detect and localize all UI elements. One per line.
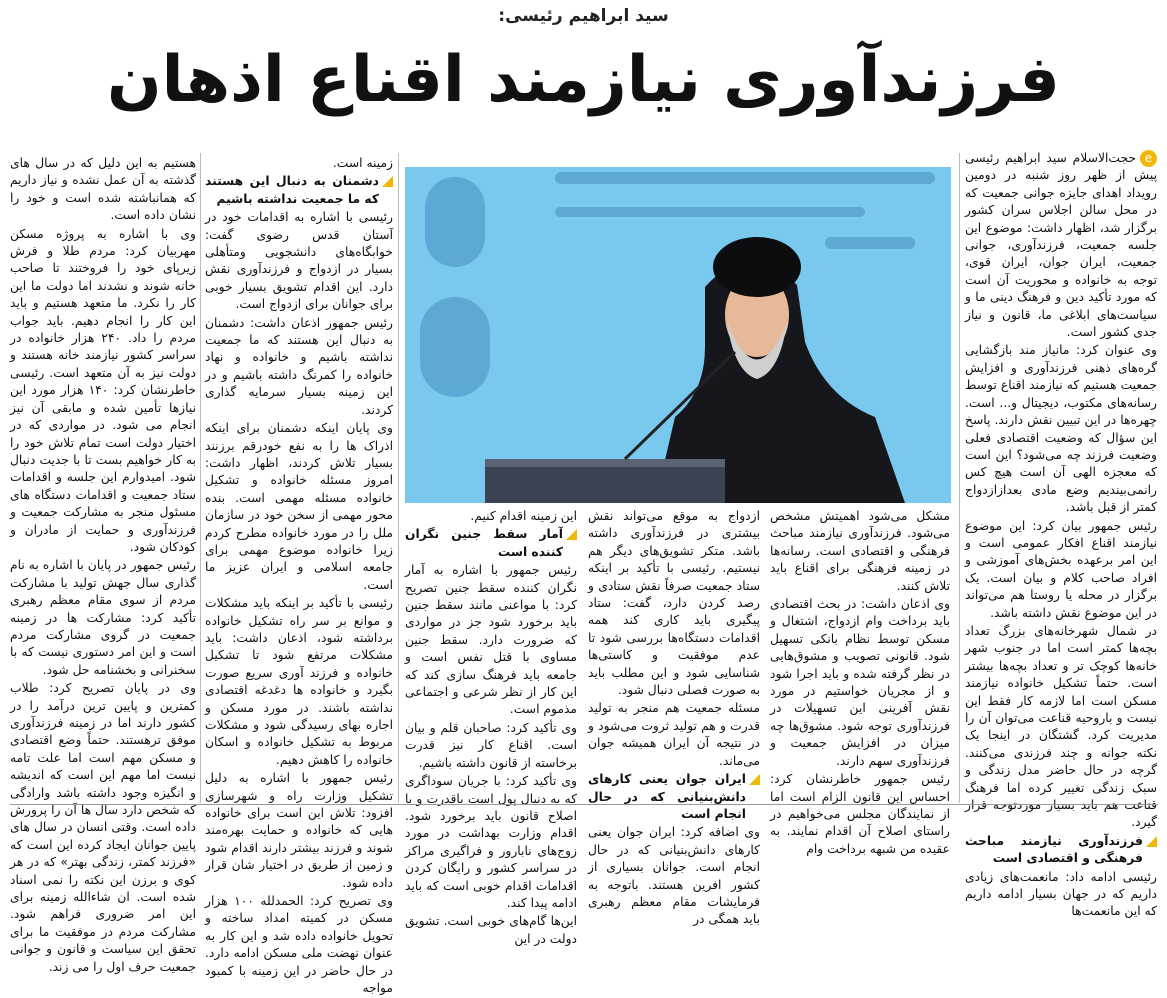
paragraph: رئیسی با تأکید بر اینکه باید مشکلات و موانع بر سر راه تشکیل خانواده برداشته شود، اذعان داشت: باید مشکلات مرتفع شود تا تشکیل خانواده و فرزند آوری سریع صورت بگیرد و خانواده ها دغدغه اقتصادی نداشته باشند. در مورد مسکن و اجاره بهای رسیدگی شود و مشکلات مربوط به تشکیل خانواده و اسکان خانواده را کاهش دهیم. [205, 596, 393, 767]
paragraph: وی اضافه کرد: ایران جوان یعنی کارهای دانش‌بنیانی که در حال انجام است. جوانان بسیاری از کشور افرین هستند. باتوجه به فرمایشات مقام معظم رهبری باید همگی در [588, 825, 760, 927]
paragraph: هستیم به این دلیل که در سال های گذشته به آن عمل نشده و نیاز داریم که همانباشته شده است و خود را نشان داده است. [10, 156, 196, 223]
column-divider [959, 153, 960, 803]
paragraph: وی پایان اینکه دشمنان برای اینکه اذراک ها را به نفع خودرقم برزنند بسیار تلاش کردند، اظهار داشت: امروز مسئله خانواده و تشکیل خانواده مسئله مهمی است. بنده محور مهمی از سخن خود در سازمان ملل را در مورد خانواده مطرح کردم زیرا خانواده موضوع مهمی برای جامعه اسلامی و ایران عزیز ما است. [205, 421, 393, 592]
paragraph: مسئله جمعیت هم منجر به تولید قدرت و هم تولید ثروت می‌شود و در نتیجه آن ایران همیشه جوان می‌ماند. [588, 701, 760, 768]
paragraph: مشکل می‌شود اهمیتش مشخص می‌شود. فرزندآوری نیازمند مباحث فرهنگی و اقتصادی است. رسانه‌ها در زمینه فرهنگی برای اقناع باید تلاش کنند. [770, 509, 950, 593]
paragraph: وی در پایان تصریح کرد: طلاب کمترین و پایین ترین درآمد را در کشور دارند اما در زمینه فرزندآوری موفق ترهستند. حتماً وضع اقتصادی و مسکن مهم است اما علت تامه نیست اما مهم این است که اندیشه و انگیزه وجود داشته باشد وارادگی که شخص دارد سال ها آن را پرورش داده است. وقتی انسان در سال های پایین جوانان ایجاد کرده این است که «فرزند کمتر، زندگی بهتر» که در هر کوی و برزن این نکته را نمی اسناد شده است. ان شاءالله زمینه برای این امر ضروری فراهم شود. مشارکت مردم در موفقیت ما برای تحقق این سیاست و قانون و جوانی جمعیت حرف اول را می زند. [10, 681, 196, 974]
paragraph: رئیس جمهور با اشاره به آمار نگران کننده سقط جنین تصریح کرد: با مواعنی مانند سقط جنین باید برخورد شود جز در مواردی که ضرورت دارد. سقط جنین مساوی با قتل نفس است و جامعه باید فرهنگ سازی کند که این کار از نظر شرعی و اجتماعی مذموم است. [405, 563, 577, 717]
article-photo [405, 167, 951, 503]
subheading: دشمنان به دنبال این هستند که ما جمعیت نداشته باشیم [205, 173, 393, 208]
subheading: ایران جوان یعنی کارهای دانش‌بنیانی که در حال انجام است [588, 771, 760, 823]
paragraph: رئیس جمهور با اشاره به دلیل تشکیل وزارت راه و شهرسازی افزود: تلاش این است برای خانواده هایی که خانواده و حمایت بهره‌مند شوند و فرزند بیشتر دارند اقدام شود و زمین از طریق در اختیار شان قرار داده شود. [205, 771, 393, 890]
paragraph: ازدواج به موقع می‌تواند نقش بیشتری در فرزندآوری داشته باشد. متکر تشویق‌های دیگر هم نیستیم. رئیسی با تأکید بر اینکه ستاد جمعیت صرفاً نقش ستادی و رصد کردن دارد، گفت: ستاد پیگیری باید کاری کند همه اقدامات دستگاه‌ها بررسی شود تا عدم موفقیت و کاستی‌ها شناسایی شود و این مطلب باید به صورت فصلی دنبال شود. [588, 509, 760, 698]
kicker: سید ابراهیم رئیسی: [498, 6, 669, 26]
paragraph: وی تصریح کرد: الحمدلله ۱۰۰ هزار مسکن در کمیته امداد ساخته و تحویل خانواده داده شد و این کار به عنوان نهضت ملی مسکن ادامه دارد. در حال حاضر در این زمینه با کمبود مواجه [205, 894, 393, 996]
paragraph: این زمینه اقدام کنیم. [470, 509, 577, 523]
paragraph: رئیس جمهور بیان کرد: این موضوع نیازمند اقناع افکار عمومی است و این امر برعهده بخش‌های آموزشی و افراد صاحب کلام و بیان است. یک برگزار در محله یا روستا هم می‌تواند در این موضوع نقش داشته باشد. [965, 518, 1157, 620]
column-1 [965, 150, 1157, 919]
paragraph: وی تأکید کرد: صاحبان قلم و بیان است. اقناع کار نیز قدرت برخاسته از قانون داشته باشیم. [405, 720, 577, 770]
paragraph: در شمال شهرخانه‌های بزرگ تعداد بچه‌ها کمتر است اما در جنوب شهر خانه‌ها کوچک تر و تعداد بچه‌ها بیشتر است. حتماً تشکیل خانواده نیازمند مسکن است اما لازمه کار فقط این نیست و باروحیه قناعت می‌توان آن را مدیریت کرد. گشتگان در اینجا یک نکته جوانه و چند فرزندی می‌کنند. گرچه در حال حاضر مدل زندگی و سبک زندگی تغییر کرده اما فرهنگ قناعت هم باید بسیار موردتوجه قرار گیرد. [965, 623, 1157, 830]
paragraph: رئیس جمهور در پایان با اشاره به نام گذاری سال جهش تولید با مشارکت مردم از سوی مقام معظم رهبری تأکید کرد: مشارکت ها در زمینه جمعیت در گروی مشارکت مردم است و این امر دستوری نیست که با سخنرانی و بخشنامه حل شود. [10, 558, 196, 677]
paragraph: زمینه است. [332, 156, 393, 170]
bottom-rule [10, 804, 1158, 805]
column-4 [405, 508, 577, 946]
paragraph: رئیسی با اشاره به اقدامات خود در آستان قدس رضوی گفت: خوابگاه‌های دانشجویی ومتأهلی بسیار در ازدواج و فرزندآوری نقش دارد. این اقدام تشویق بسیار خوبی برای جوانان برای ازدواج است. [205, 210, 393, 312]
subheading: آمار سقط جنین نگران کننده است [405, 526, 577, 561]
paragraph: این‌ها گام‌های خوبی است. تشویق دولت در این [405, 914, 577, 946]
paragraph: وی اذعان داشت: در بحث اقتصادی باید برداخت وام ازدواج، اشتغال و مسکن توسط نظام بانکی تسهیل شود. قانونی تصویب و مشوق‌هایی در نظر گرفته شده و باید اجرا شود و از مجریان خواستیم در مورد نقش آفرینی این تسهیلات در فرزندآوری توجه شود. مشوق‌ها چه میزان در افزایش جمعیت و فرزندآوری سهم دارند. [770, 597, 950, 768]
subheading: فرزندآوری نیازمند مباحث فرهنگی و اقتصادی است [965, 833, 1157, 868]
paragraph: رئیسی ادامه داد: مانعمت‌های زیادی داریم که در جهان بسیار ادامه داریم که این مانعمت‌ها [965, 869, 1157, 919]
paragraph: وی عنوان کرد: مانیاز مند بازگشایی گره‌های ذهنی فرزندآوری و افزایش جمعیت هستیم که نیازمند اقناع توسط رسانه‌های مکتوب، دیجیتال و... است. چهره‌ها در این تبیین نقش دارند. پاسخ این سؤال که وضعیت اقتصادی فعلی وضعیت فرزند چه می‌شود؟ این است که معجزه الهی آن است هیچ کس رانمی‌بیندیم وضع مادی بعدازازدواج کمتر از قبل باشد. [965, 343, 1157, 515]
paragraph: رئیس جمهور خاطرنشان کرد: احساس این قانون الزام است اما از نمایندگان مجلس می‌خواهیم در راستای اصلاح آن اقدام نمایند. به عقیده من شبهه برداخت وام [770, 772, 950, 856]
paragraph: وی تأکید کرد: با جریان سوداگری که به دنبال پول است باقدرت و با اصلاح قانون باید برخورد شود. اقدام وزارت بهداشت در مورد زوج‌های نابارور و فراگیری مراکز در سراسر کشور و رایگان کردن اقدامات اقدام خوبی است که باید ادامه پیدا کند. [405, 774, 577, 910]
column-divider [200, 153, 201, 803]
column-6 [10, 155, 196, 974]
paragraph: رئیس جمهور اذعان داشت: دشمنان به دنبال این هستند که ما جمعیت نداشته باشیم و خانواده و نهاد خانواده را کمرنگ داشته باشیم و در این زمینه بسیار سرمایه گذاری کردند. [205, 315, 393, 417]
column-5 [205, 155, 393, 996]
paragraph: وی با اشاره به پروژه مسکن مهربیان کرد: مردم طلا و فرش زیرپای خود را فروختند تا صاحب خانه شوند و نشدند اما دولت ما این کار را نکرد. ما متعهد هستیم و باید این کار را انجام دهیم. باید جواب مردم را داد. ۲۴۰ هزار خانواده در سراسر کشور نیازمند خانه هستند و دولت نیز به آن متعهد است. رئیسی خاطرنشان کرد: ۱۴۰ هزار مورد این نیازها تأمین شده و مابقی آن نیز انجام می شود. در مواردی که در اختیار دولت است تمام تلاش خود را به کار خواهیم بست تا با جدیت دنبال شود. امیدوارم این جلسه و اقدامات ستاد جمعیت و اقدامات دستگاه های مسئول منجر به مشارکت جمعیت و فرزندآوری و حمایت از مادران و کودکان شود. [10, 226, 196, 554]
newspaper-logo-icon: e [1140, 150, 1157, 167]
paragraph: eحجت‌الاسلام سید ابراهیم رئیسی پیش از ظهر روز شنبه در دومین رویداد اهدای جایزه جوانی جمعیت که در محل سالن اجلاس سران کشور برگزار شد، اظهار داشت: موضوع این جلسه جمعیت، فرزندآوری، جوانی جمعیت، ایران جوان، ایران قوی، توجه به خانواده و محوریت آن است که مورد تأکید دین و فرهنگ دینی ما و سیاست‌های ابلاغی ما، قانون و نیاز جدی کشور است. [965, 151, 1157, 340]
photo-illustration [405, 167, 951, 503]
headline: فرزندآوری نیازمند اقناع اذهان [107, 43, 1060, 117]
column-divider [398, 153, 399, 803]
column-3 [588, 508, 760, 927]
column-2 [770, 508, 950, 856]
